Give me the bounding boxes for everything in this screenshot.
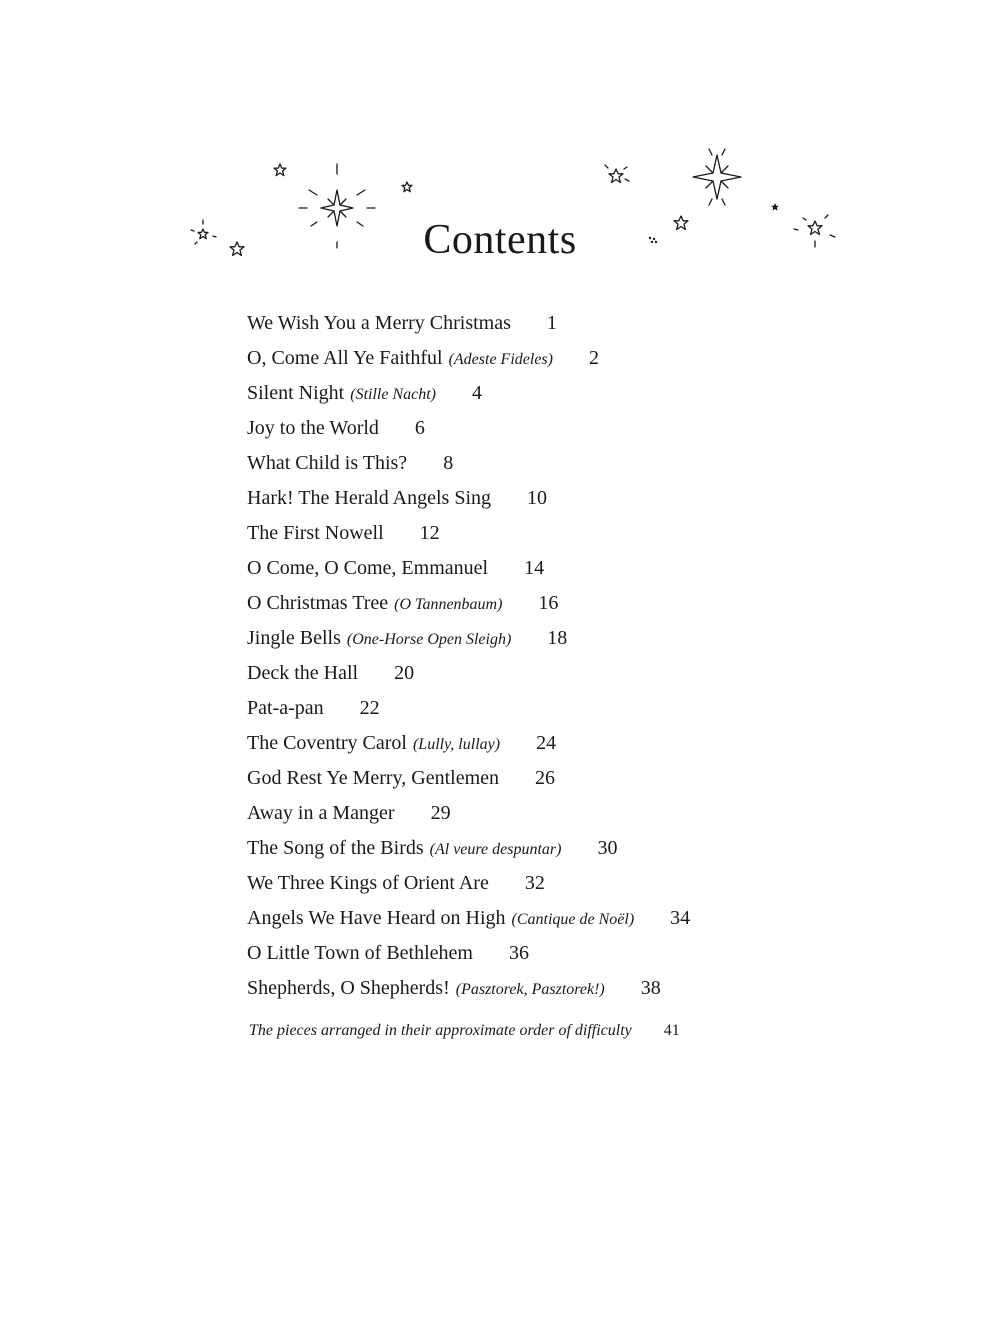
page-number: 26 <box>535 767 556 789</box>
alternate-title: (Adeste Fideles) <box>448 351 553 368</box>
song-title: Jingle Bells <box>247 627 341 649</box>
song-title: O Christmas Tree <box>247 592 389 614</box>
list-item <box>247 411 867 446</box>
song-title: Joy to the World <box>247 417 379 439</box>
song-title: Angels We Have Heard on High <box>247 907 506 929</box>
alternate-title: (Pasztorek, Pasztorek!) <box>455 981 605 998</box>
song-title: The First Nowell <box>247 522 384 544</box>
list-item <box>247 621 867 656</box>
song-title: Silent Night <box>247 382 345 404</box>
page-number: 30 <box>597 837 618 859</box>
list-item <box>247 656 867 691</box>
song-title: Pat-a-pan <box>247 697 324 719</box>
list-item <box>247 586 867 621</box>
song-title: O Come, O Come, Emmanuel <box>247 557 489 579</box>
alternate-title: (One-Horse Open Sleigh) <box>346 631 512 648</box>
page-number: 2 <box>588 347 599 369</box>
list-item <box>247 446 867 481</box>
page-number: 10 <box>527 487 548 509</box>
page-number: 16 <box>538 592 559 614</box>
list-item <box>247 551 867 586</box>
alternate-title: (Lully, lullay) <box>412 736 501 753</box>
song-title: Deck the Hall <box>247 662 359 684</box>
page-number: 8 <box>443 452 454 474</box>
star-icon <box>605 165 629 183</box>
list-item <box>247 691 867 726</box>
page-title: Contents <box>423 217 577 263</box>
song-title: Hark! The Herald Angels Sing <box>247 487 492 509</box>
song-title: We Three Kings of Orient Are <box>247 872 489 894</box>
list-item <box>247 481 867 516</box>
list-item <box>247 341 867 376</box>
page-number: 36 <box>508 942 529 964</box>
song-title: O, Come All Ye Faithful <box>247 347 443 369</box>
page-number: 38 <box>640 977 661 999</box>
page-number: 32 <box>524 872 545 894</box>
song-title: What Child is This? <box>247 452 408 474</box>
contents-list <box>247 306 867 1006</box>
list-item <box>247 306 867 341</box>
song-title: The Song of the Birds <box>247 837 424 859</box>
star-icon <box>402 182 412 192</box>
list-item <box>247 726 867 761</box>
list-item <box>247 936 867 971</box>
list-item <box>247 516 867 551</box>
song-title: Away in a Manger <box>247 802 395 824</box>
list-item <box>247 796 867 831</box>
song-title: O Little Town of Bethlehem <box>247 942 473 964</box>
alternate-title: (Cantique de Noël) <box>511 911 635 928</box>
page-number: 4 <box>472 382 482 404</box>
song-title: We Wish You a Merry Christmas <box>247 312 511 334</box>
difficulty-order-note <box>249 1019 869 1043</box>
page-number: 20 <box>394 662 415 684</box>
list-item <box>247 831 867 866</box>
song-title: The Coventry Carol <box>247 732 407 754</box>
alternate-title: (Al veure despuntar) <box>429 841 562 858</box>
list-item <box>247 376 867 411</box>
alternate-title: (O Tannenbaum) <box>394 596 503 613</box>
page-number: 6 <box>414 417 425 439</box>
star-icon <box>771 203 779 211</box>
list-item <box>247 866 867 901</box>
page-number: 29 <box>430 802 451 824</box>
song-title: God Rest Ye Merry, Gentlemen <box>247 767 500 789</box>
page-number: 18 <box>547 627 568 649</box>
list-item <box>247 901 867 936</box>
page-number: 22 <box>359 697 380 719</box>
star-icon <box>693 149 741 205</box>
song-title: Shepherds, O Shepherds! <box>247 977 450 999</box>
footer-text: The pieces arranged in their approximate order of difficulty <box>249 1022 632 1039</box>
page-number: 24 <box>536 732 557 754</box>
page-number: 34 <box>670 907 691 929</box>
list-item <box>247 761 867 796</box>
page-number: 1 <box>546 312 557 334</box>
alternate-title: (Stille Nacht) <box>350 386 436 403</box>
page-number: 14 <box>524 557 545 579</box>
star-icon <box>274 164 286 176</box>
page-number: 41 <box>663 1022 680 1039</box>
list-item <box>247 971 867 1006</box>
page-number: 12 <box>419 522 440 544</box>
